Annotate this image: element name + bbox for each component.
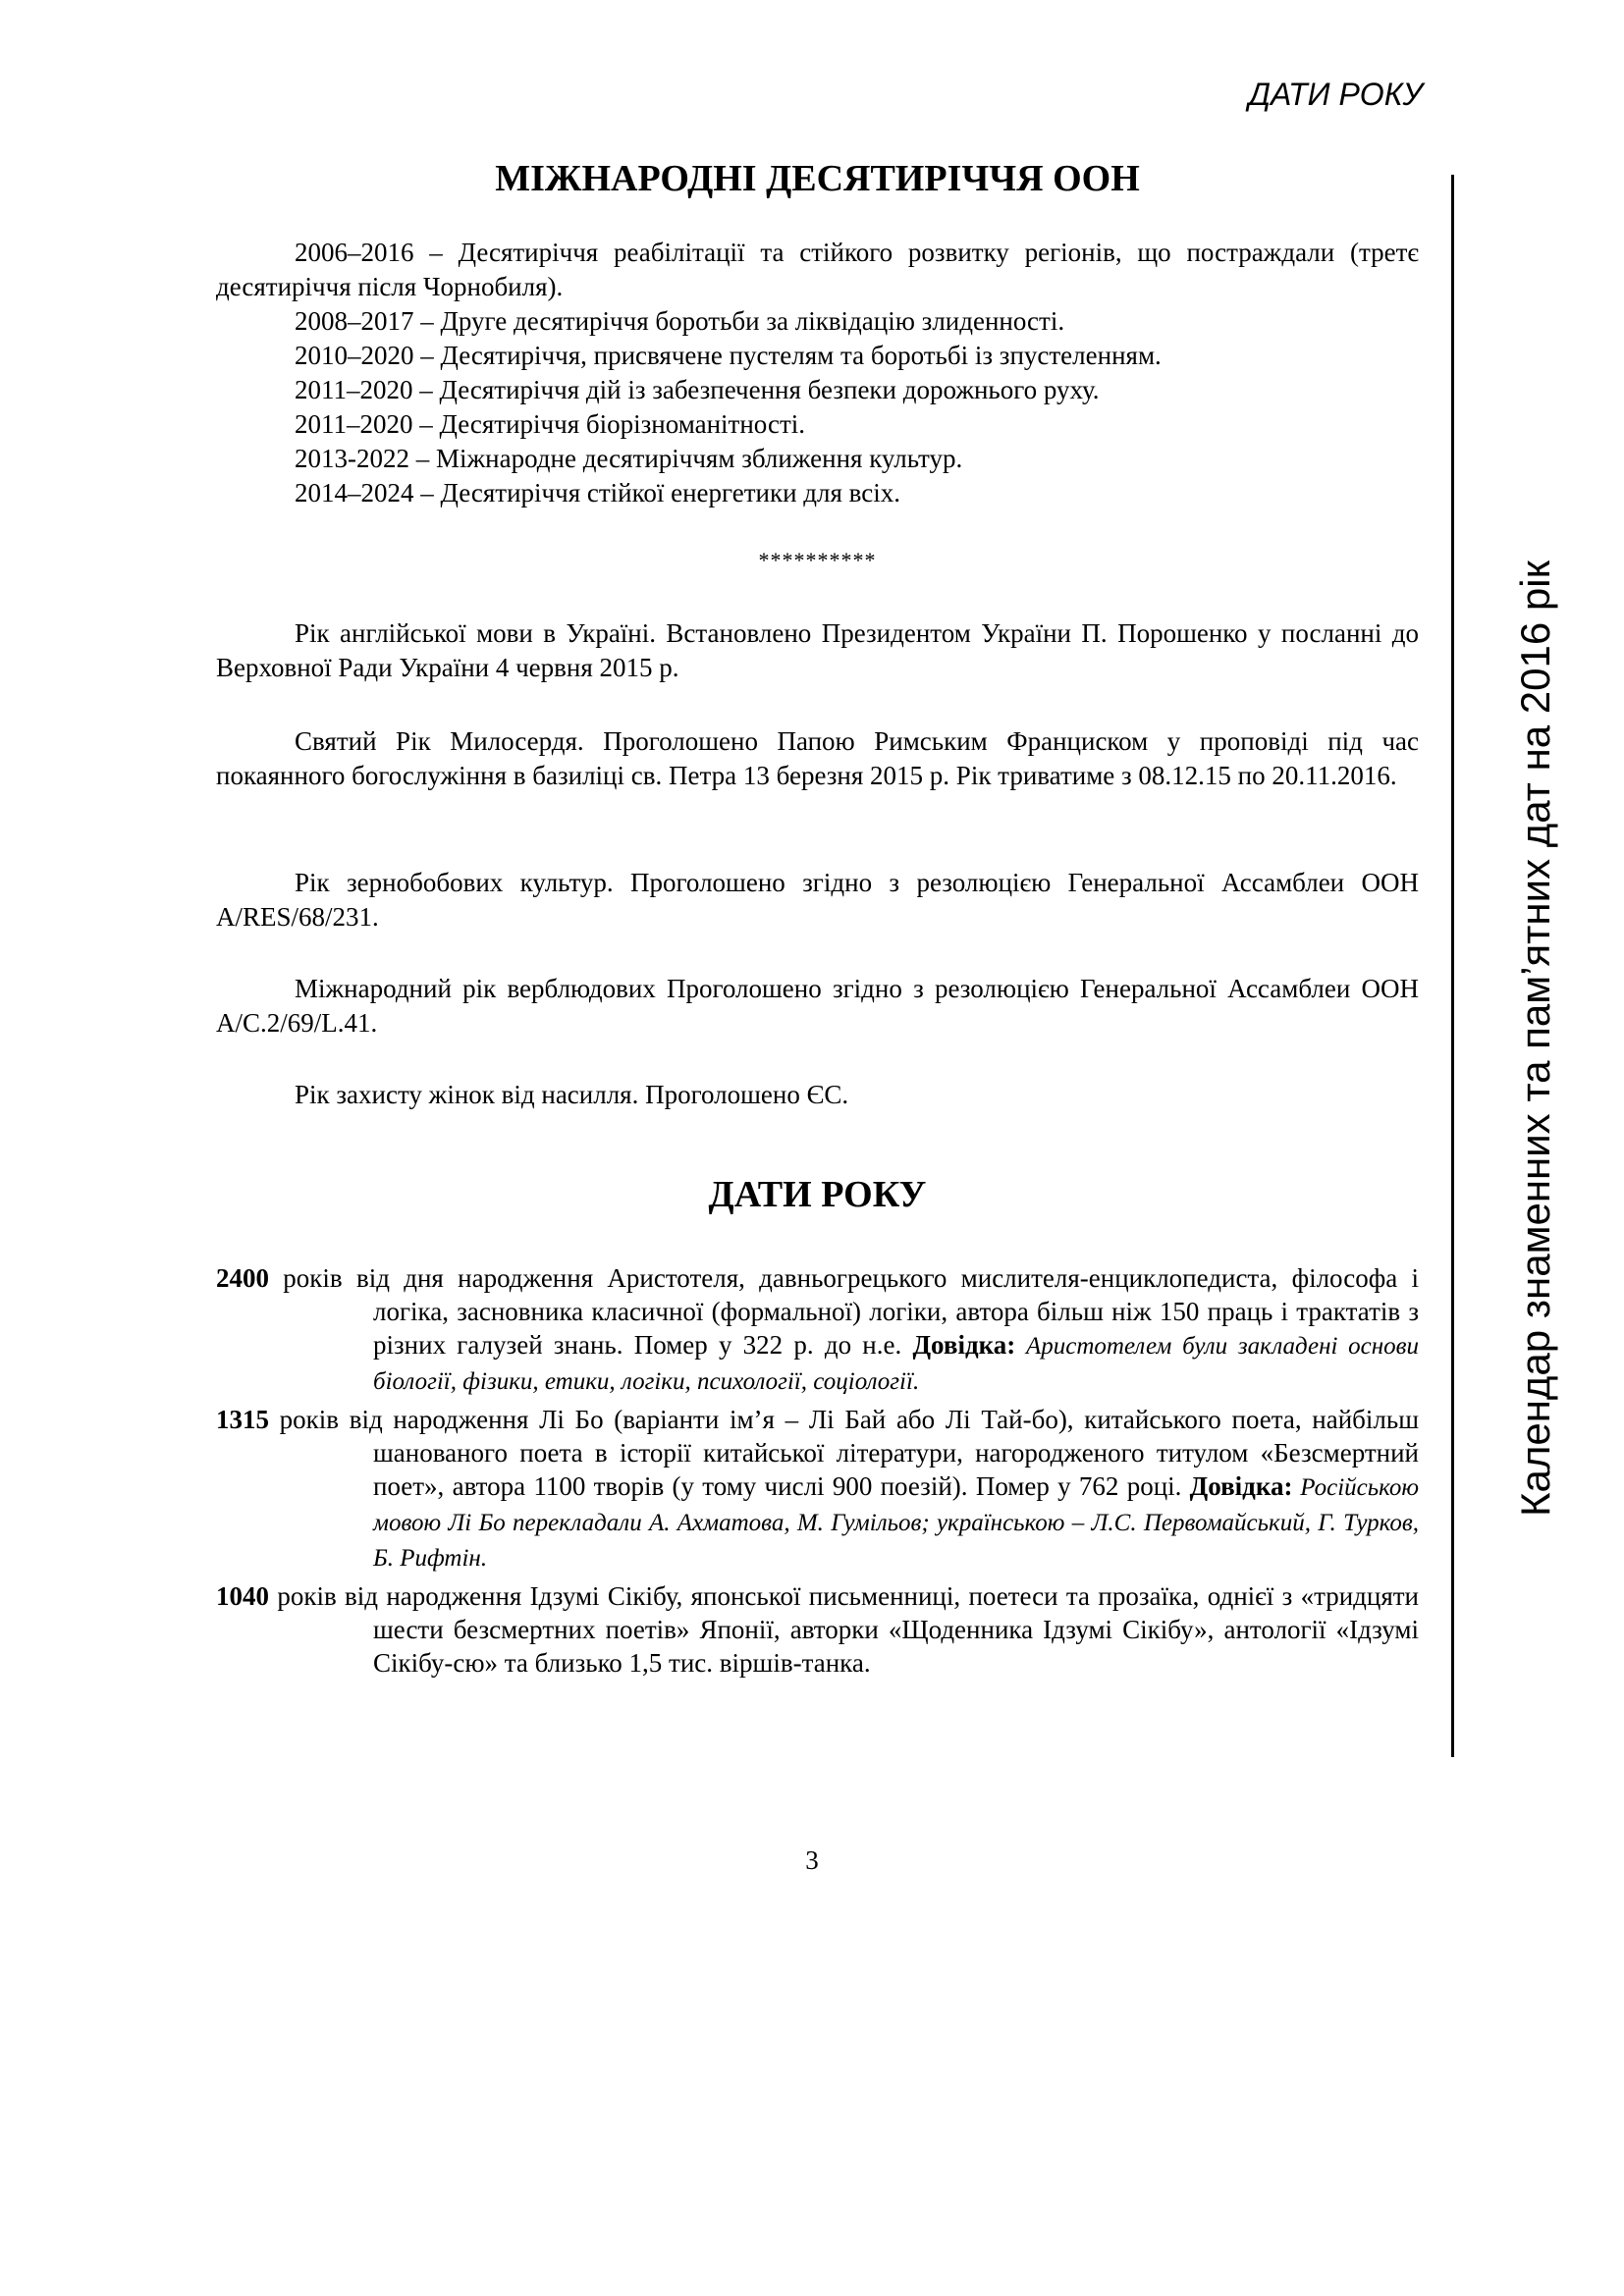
section-title-un-decades: МІЖНАРОДНІ ДЕСЯТИРІЧЧЯ ООН <box>495 158 1140 199</box>
year-paragraph-text: Міжнародний рік верблюдових Проголошено згідно з резолюцією Генеральної Ассамблеи ООН A/C.2/69/L.41. <box>216 974 1419 1038</box>
anniversary-list <box>216 1261 1419 1683</box>
year-paragraph <box>216 1078 1419 1112</box>
page-number: 3 <box>805 1845 819 1875</box>
decade-item: 2013-2022 – Міжнародне десятиріччям зближення культур. <box>295 444 963 473</box>
decade-item: 2006–2016 – Десятиріччя реабілітації та стійкого розвитку регіонів, що постраждали (третє десятиріччя після Чорнобиля). <box>216 238 1419 301</box>
note-text: Російською мовою Лі Бо перекладали А. Ахматова, М. Гумільов; українською – Л.С. Первомайський, Г. Турков, Б. Рифтін. <box>373 1474 1419 1572</box>
separator: ********** <box>758 548 877 572</box>
decade-item: 2014–2024 – Десятиріччя стійкої енергетики для всіх. <box>295 478 901 507</box>
decade-item: 2008–2017 – Друге десятиріччя боротьби за ліквідацію злиденності. <box>295 306 1065 336</box>
section-title-dates: ДАТИ РОКУ <box>708 1174 927 1215</box>
side-title: Календар знаменних та пам’ятних дат на 2016 рік <box>1512 561 1558 1517</box>
anniversary-item <box>216 1261 1419 1399</box>
anniversary-item <box>216 1403 1419 1575</box>
year-paragraph-text: Рік англійської мови в Україні. Встановлено Президентом України П. Порошенко у посланні до Верховної Ради України 4 червня 2015 р. <box>216 618 1419 682</box>
decade-item: 2011–2020 – Десятиріччя біорізноманітності. <box>295 409 806 439</box>
year-paragraph <box>216 616 1419 685</box>
decade-item: 2010–2020 – Десятиріччя, присвячене пустелям та боротьбі із зпустеленням. <box>295 341 1162 370</box>
year-paragraph <box>216 724 1419 793</box>
anniversary-number: 2400 <box>216 1263 269 1293</box>
decades-list <box>216 236 1419 510</box>
year-paragraph <box>216 972 1419 1041</box>
note-label: Довідка: <box>1189 1471 1293 1501</box>
decade-item: 2011–2020 – Десятиріччя дій із забезпечення безпеки дорожнього руху. <box>295 375 1100 404</box>
anniversary-number: 1040 <box>216 1581 269 1611</box>
year-paragraph <box>216 866 1419 934</box>
anniversary-number: 1315 <box>216 1405 269 1434</box>
year-paragraph-text: Рік захисту жінок від насилля. Проголошено ЄС. <box>295 1080 849 1109</box>
note-label: Довідка: <box>912 1330 1016 1360</box>
anniversary-text: років від дня народження Аристотеля, давньогрецького мислителя-енциклопедиста, філософа і логіка, засновника класичної (формальної) логіки, автора більш ніж 150 праць і трактатів з різних галузей знань. Помер у 322 р. до н.е. <box>269 1263 1419 1360</box>
anniversary-item <box>216 1579 1419 1680</box>
running-head: ДАТИ РОКУ <box>1248 77 1423 112</box>
year-paragraph-text: Святий Рік Милосердя. Проголошено Папою Римським Франциском у проповіді під час покаянного богослужіння в базиліці св. Петра 13 березня 2015 р. Рік триватиме з 08.12.15 по 20.11.2016. <box>216 726 1419 790</box>
vertical-divider <box>1451 175 1454 1757</box>
anniversary-text: років від народження Ідзумі Сікібу, японської письменниці, поетеси та прозаїка, однієї з «тридцяти шести безсмертних поетів» Японії, авторки «Щоденника Ідзумі Сікібу», антології «Ідзумі Сікібу-сю» та близько 1,5 тис. віршів-танка. <box>269 1581 1419 1678</box>
year-paragraph-text: Рік зернобобових культур. Проголошено згідно з резолюцією Генеральної Ассамблеи ООН A/RES/68/231. <box>216 868 1419 932</box>
note-text: Аристотелем були закладені основи біології, фізики, етики, логіки, психології, соціології. <box>373 1333 1419 1395</box>
anniversary-text: років від народження Лі Бо (варіанти ім’я – Лі Бай або Лі Тай-бо), китайського поета, найбільш шанованого поета в історії китайської літератури, нагородженого титулом «Безсмертний поет», автора 1100 творів (у тому числі 900 поезій). Помер у 762 році. <box>269 1405 1419 1501</box>
